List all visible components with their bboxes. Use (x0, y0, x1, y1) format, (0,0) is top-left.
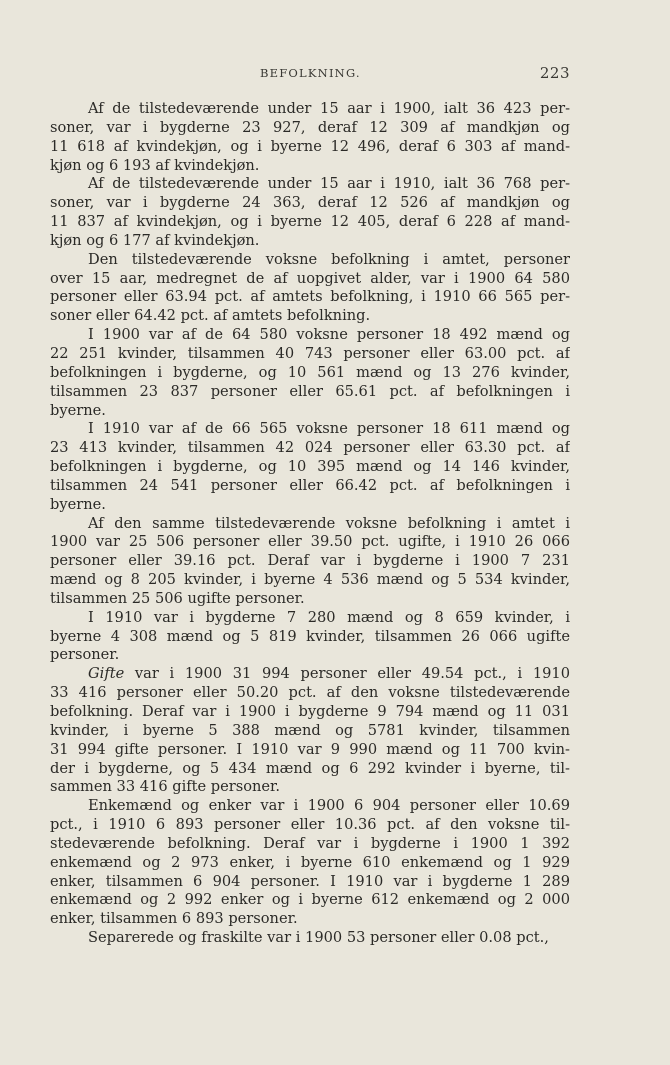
text-line-content: enker, tilsammen 6 904 personer. I 1910 var i bygderne 1 289 (50, 872, 570, 890)
text-line (50, 929, 570, 948)
text-line (50, 854, 570, 873)
text-line-content: byerne 4 308 mænd og 5 819 kvinder, tilsammen 26 066 ugifte (50, 627, 570, 645)
text-line-content: soner eller 64.42 pct. af amtets befolkning. (50, 307, 371, 325)
text-line-content: Separerede og fraskilte var i 1900 53 personer eller 0.08 pct., (88, 929, 549, 947)
text-line (50, 760, 570, 779)
text-line (50, 439, 570, 458)
text-line-content: personer. (50, 646, 120, 664)
text-line (50, 722, 570, 741)
italic-term: Gifte (88, 665, 125, 683)
text-line-content: tilsammen 24 541 personer eller 66.42 pct. af befolkningen i (50, 476, 570, 494)
text-line (50, 628, 570, 647)
text-line-content: 31 994 gifte personer. I 1910 var 9 990 mænd og 11 700 kvin- (50, 740, 570, 758)
page-number: 223 (539, 64, 570, 82)
text-line-content: 11 837 af kvindekjøn, og i byerne 12 405, deraf 6 228 af mand- (50, 213, 570, 231)
text-line-content: 23 413 kvinder, tilsammen 42 024 personer eller 63.30 pct. af (50, 439, 570, 457)
text-line (50, 665, 570, 684)
text-line (50, 741, 570, 760)
text-line (50, 402, 570, 421)
text-line (50, 270, 570, 289)
text-line (50, 100, 570, 119)
text-line-content: der i bygderne, og 5 434 mænd og 6 292 kvinder i byerne, til- (50, 759, 570, 777)
text-line (50, 496, 570, 515)
running-head-title: BEFOLKNING. (260, 66, 361, 80)
text-line-content: I 1900 var af de 64 580 voksne personer 18 492 mænd og (88, 326, 570, 344)
text-line-content: befolkningen i bygderne, og 10 395 mænd og 14 146 kvinder, (50, 458, 570, 476)
text-line-content: Af de tilstedeværende under 15 aar i 1910, ialt 36 768 per- (88, 175, 570, 193)
text-line-content: befolkning. Deraf var i 1900 i bygderne 9 794 mænd og 11 031 (50, 703, 570, 720)
text-line (50, 251, 570, 270)
text-line (50, 345, 570, 364)
text-line-content: tilsammen 25 506 ugifte personer. (50, 589, 305, 607)
text-line-content: kjøn og 6 193 af kvindekjøn. (50, 156, 260, 174)
text-line (50, 194, 570, 213)
text-line-content: pct., i 1910 6 893 personer eller 10.36 pct. af den voksne til- (50, 816, 570, 834)
text-line-content: soner, var i bygderne 24 363, deraf 12 526 af mandkjøn og (50, 194, 570, 212)
text-line (50, 910, 570, 929)
text-line (50, 157, 570, 176)
text-line (50, 816, 570, 835)
text-line (50, 891, 570, 910)
text-line (50, 232, 570, 251)
text-line-content: over 15 aar, medregnet de af uopgivet alder, var i 1900 64 580 (50, 269, 570, 287)
text-line (50, 477, 570, 496)
text-line (50, 288, 570, 307)
text-line-content: enkemænd og 2 973 enker, i byerne 610 enkemænd og 1 929 (50, 853, 570, 871)
text-line-content: I 1910 var af de 66 565 voksne personer 18 611 mænd og (88, 420, 570, 438)
text-line (50, 213, 570, 232)
text-line-content: enker, tilsammen 6 893 personer. (50, 910, 298, 928)
text-line (50, 515, 570, 534)
text-line (50, 778, 570, 797)
text-line-content: Enkemænd og enker var i 1900 6 904 personer eller 10.69 (88, 797, 570, 815)
text-line-content: personer eller 39.16 pct. Deraf var i bygderne i 1900 7 231 (50, 552, 570, 570)
text-line (50, 684, 570, 703)
text-line (50, 364, 570, 383)
text-line-content: kvinder, i byerne 5 388 mænd og 5781 kvinder, tilsammen (50, 721, 570, 739)
body-text (50, 100, 570, 948)
text-line-content: sammen 33 416 gifte personer. (50, 778, 281, 796)
text-line (50, 571, 570, 590)
text-line-content: Den tilstedeværende voksne befolkning i amtet, personer (88, 250, 570, 268)
running-head (50, 66, 570, 86)
text-line (50, 590, 570, 609)
text-line (50, 703, 570, 722)
text-line (50, 383, 570, 402)
text-line-content: byerne. (50, 495, 106, 513)
text-line (50, 458, 570, 477)
text-line-content: mænd og 8 205 kvinder, i byerne 4 536 mænd og 5 534 kvinder, (50, 571, 570, 589)
text-line (50, 420, 570, 439)
text-line (50, 326, 570, 345)
text-line-content: I 1910 var i bygderne 7 280 mænd og 8 659 kvinder, i (88, 608, 570, 626)
text-line-content: Af den samme tilstedeværende voksne befolkning i amtet i (88, 514, 570, 532)
text-line-content: 11 618 af kvindekjøn, og i byerne 12 496, deraf 6 303 af mand- (50, 137, 570, 155)
text-line (50, 119, 570, 138)
text-line (50, 533, 570, 552)
text-line (50, 873, 570, 892)
text-line-content: 33 416 personer eller 50.20 pct. af den voksne tilstedeværende (50, 684, 570, 702)
text-line-content: personer eller 63.94 pct. af amtets befolkning, i 1910 66 565 per- (50, 288, 570, 306)
text-line (50, 835, 570, 854)
text-line-content: soner, var i bygderne 23 927, deraf 12 309 af mandkjøn og (50, 118, 570, 136)
text-line-content: byerne. (50, 401, 106, 419)
text-line (50, 609, 570, 628)
text-line (50, 797, 570, 816)
text-line (50, 307, 570, 326)
text-line-content: befolkningen i bygderne, og 10 561 mænd og 13 276 kvinder, (50, 363, 570, 381)
text-line-content: enkemænd og 2 992 enker og i byerne 612 enkemænd og 2 000 (50, 891, 570, 909)
text-line (50, 552, 570, 571)
text-line (50, 175, 570, 194)
text-line-content: 1900 var 25 506 personer eller 39.50 pct. ugifte, i 1910 26 066 (50, 533, 570, 551)
text-line-content: tilsammen 23 837 personer eller 65.61 pct. af befolkningen i (50, 382, 570, 400)
text-line (50, 138, 570, 157)
text-line-content: stedeværende befolkning. Deraf var i bygderne i 1900 1 392 (50, 834, 570, 852)
text-line-content: Af de tilstedeværende under 15 aar i 1900, ialt 36 423 per- (88, 100, 570, 117)
text-line-content: kjøn og 6 177 af kvindekjøn. (50, 231, 260, 249)
text-line (50, 646, 570, 665)
text-line-content: 22 251 kvinder, tilsammen 40 743 personer eller 63.00 pct. af (50, 344, 570, 362)
text-line-content: var i 1900 31 994 personer eller 49.54 pct., i 1910 (124, 665, 570, 683)
